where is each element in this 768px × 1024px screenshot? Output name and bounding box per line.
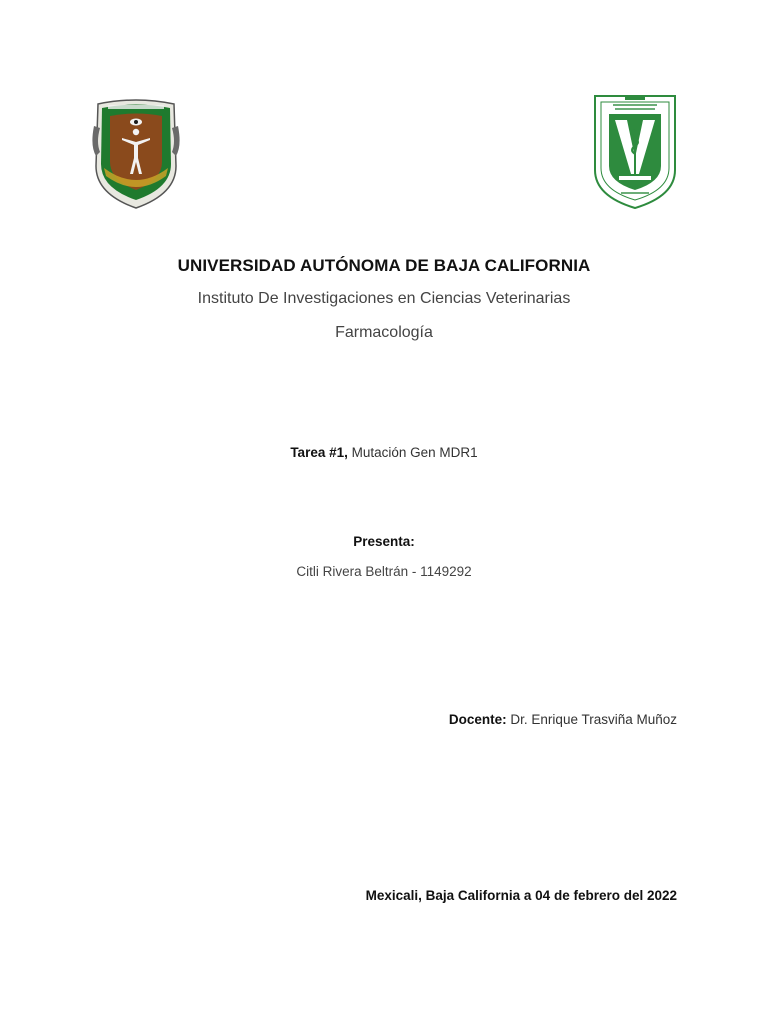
task-line: [0, 445, 768, 460]
teacher-label: Docente:: [448, 712, 507, 727]
iicv-emblem-logo: [591, 92, 679, 210]
presenter-name: Citli Rivera Beltrán - 1149292: [296, 564, 472, 579]
place-date: Mexicali, Baja California a 04 de febrero del 2022: [365, 888, 677, 903]
task-label: Tarea #1,: [290, 445, 348, 460]
university-title: UNIVERSIDAD AUTÓNOMA DE BAJA CALIFORNIA: [177, 256, 591, 275]
uabc-shield-logo: [92, 96, 180, 210]
teacher-line: [449, 712, 677, 727]
task-title: Mutación Gen MDR1: [351, 445, 478, 460]
presenter-label: Presenta:: [353, 534, 415, 549]
subject-name: Farmacología: [335, 324, 433, 341]
institute-name: Instituto De Investigaciones en Ciencias Veterinarias: [197, 290, 571, 307]
teacher-name: Dr. Enrique Trasviña Muñoz: [510, 712, 677, 727]
